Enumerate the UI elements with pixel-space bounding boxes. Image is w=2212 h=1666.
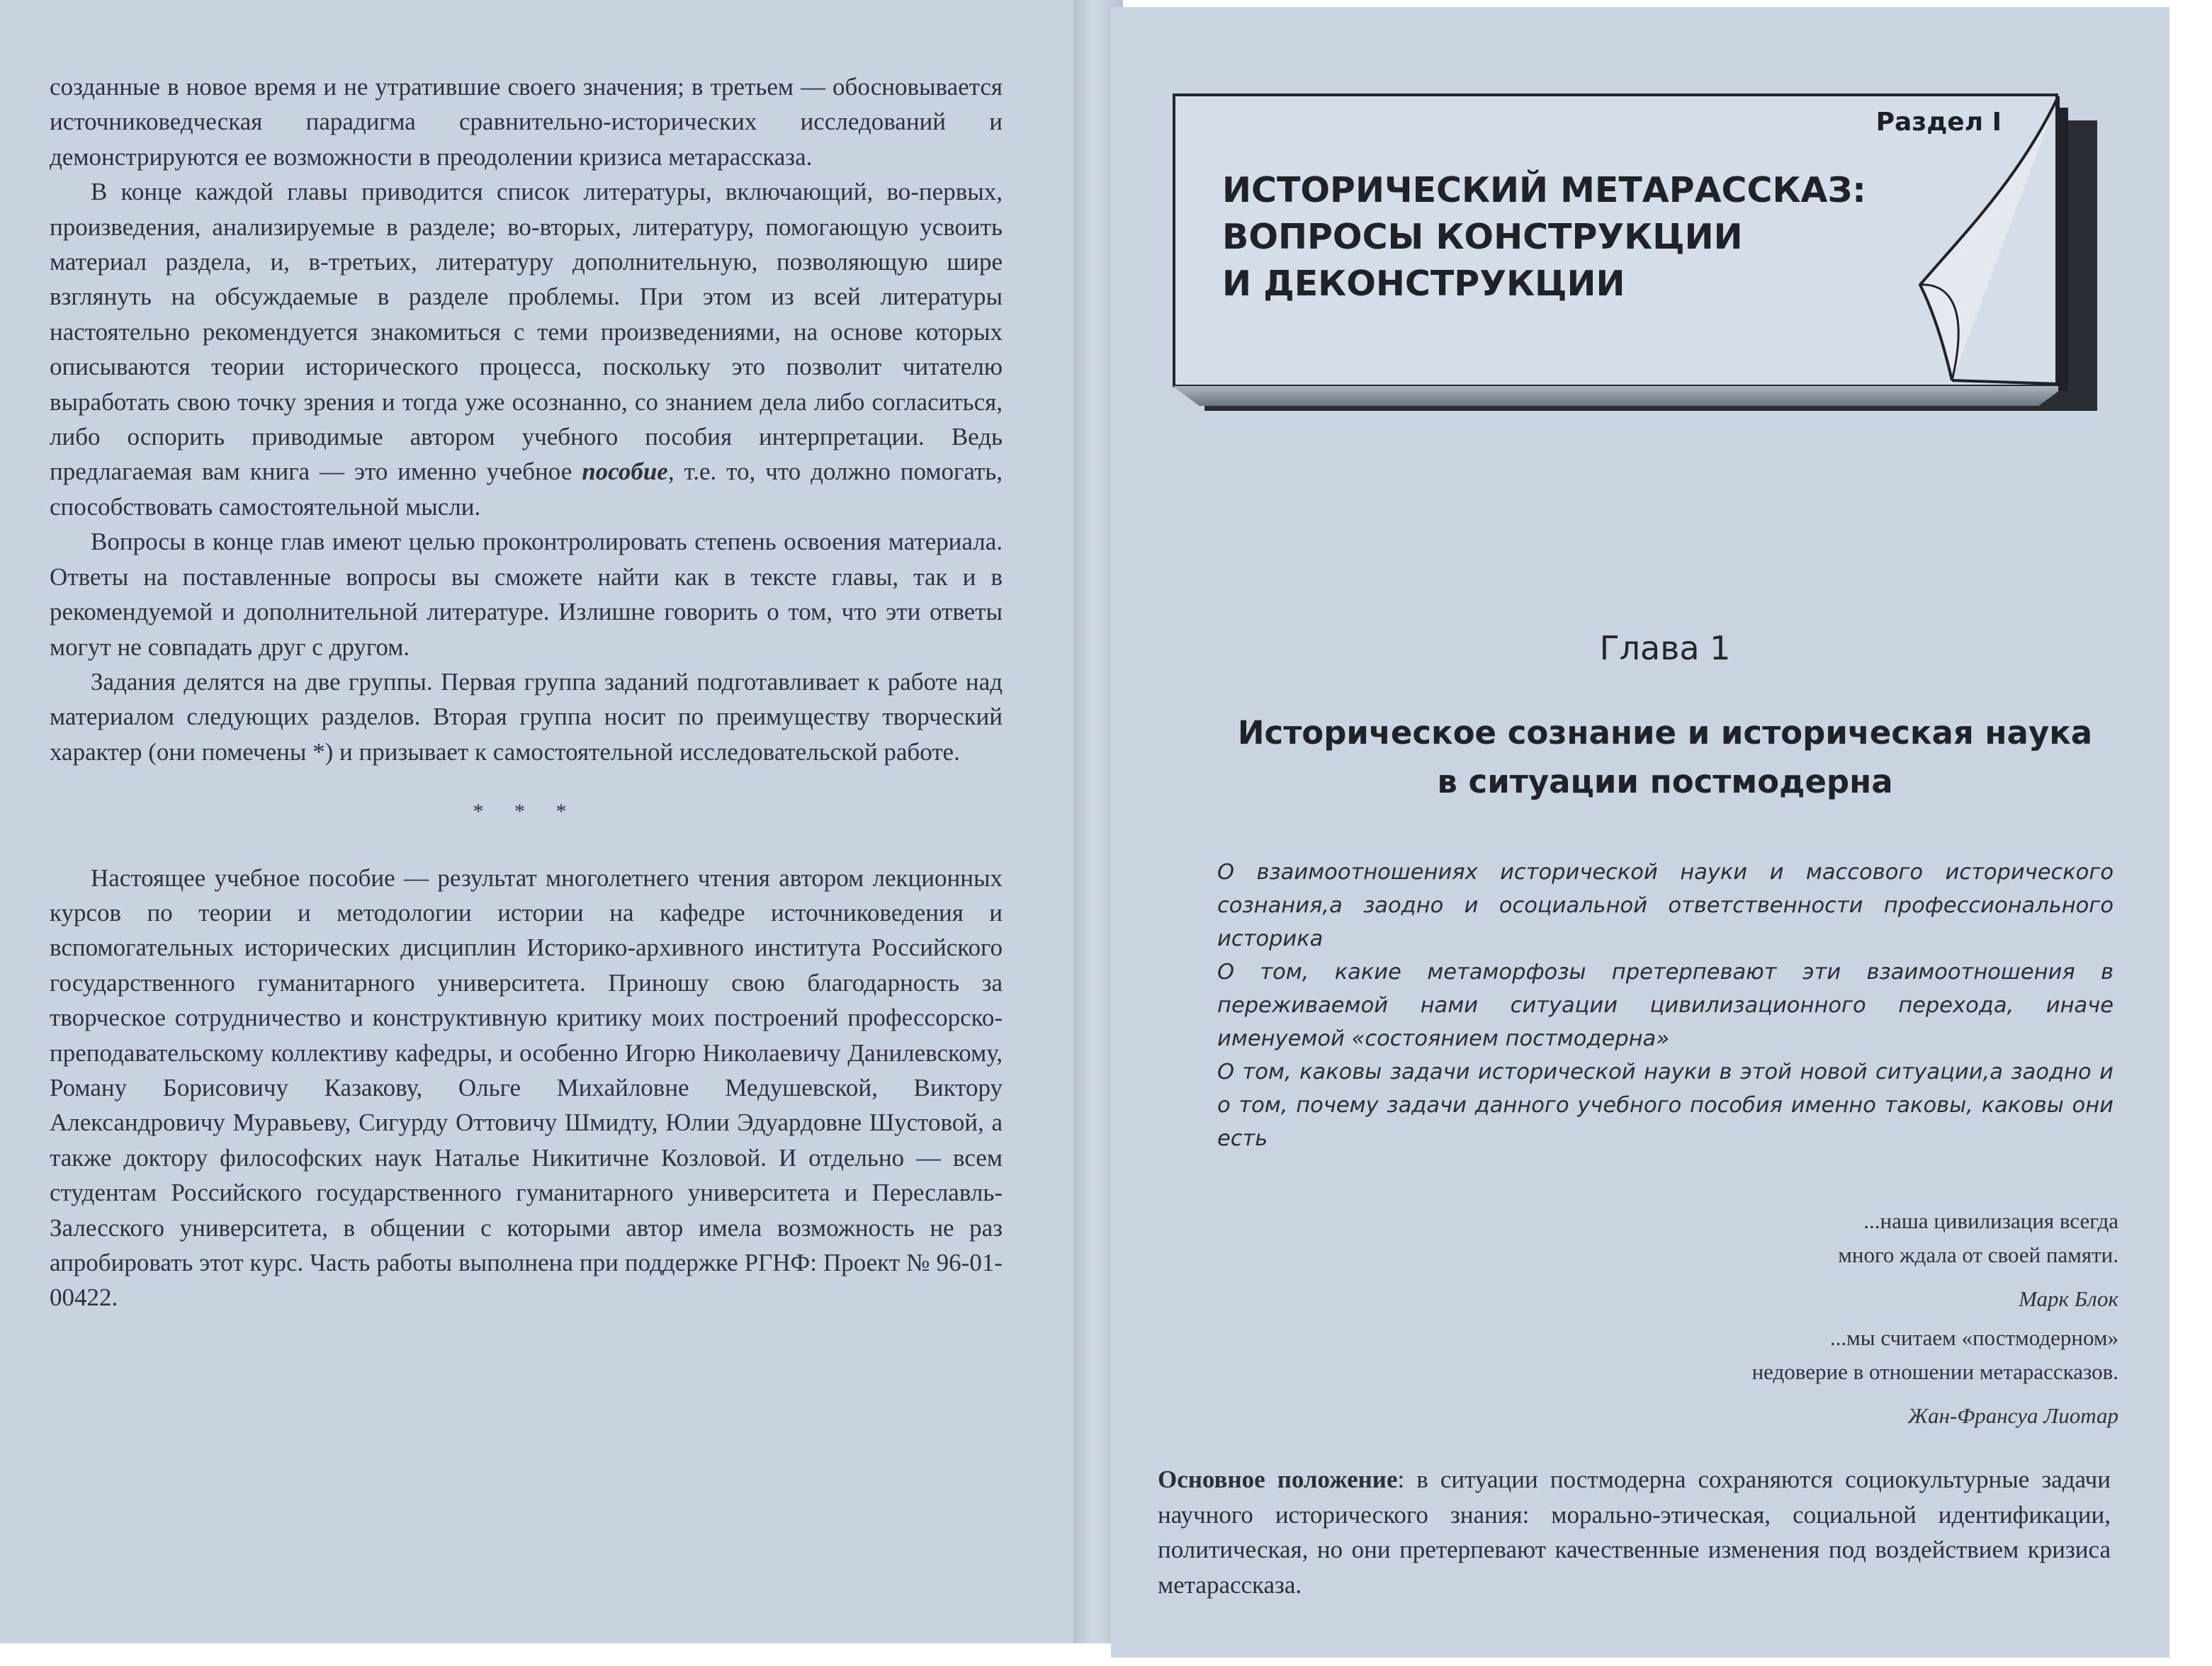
- abstract-item: О том, какие метаморфозы претерпевают эти взаимоотношения в переживаемой нами ситуации цивилизационного перехода, иначе именуемой «состоянием постмодерна»: [1217, 960, 2114, 1051]
- section-label: Раздел I: [1875, 108, 2002, 137]
- paragraph-acknowledgements: Настоящее учебное пособие — результат многолетнего чтения автором лекционных курсов по теории и методологии истории на кафедре источниковедения и вспомогательных исторических дисциплин Историко-архивного института Российского государственного гуманитарного университета. Приношу свою благодарность за творческое сотрудничество и конструктивную критику моих построений профессорско-преподавательскому коллективу кафедры, и особенно Игорю Николаевичу Данилевскому, Роману Борисовичу Казакову, Ольге Михайловне Медушевской, Виктору Александровичу Муравьеву, Сигурду Оттовичу Шмидту, Юлии Эдуардовне Шустовой, а также доктору философских наук Наталье Никитичне Козловой. И отдельно — всем студентам Российского государственного гуманитарного университета и Переславль-Залесского университета, в общении с которыми автор имела возможность не раз апробировать этот курс. Часть работы выполнена при поддержке РГНФ: Проект № 96-01-00422.: [50, 863, 1003, 1312]
- epigraph-author: Марк Блок: [2019, 1286, 2118, 1311]
- section-title-line-1: ИСТОРИЧЕСКИЙ МЕТАРАССКАЗ:: [1222, 170, 1866, 210]
- thesis-lead: Основное положение: [1158, 1466, 1398, 1493]
- chapter-title-line-1: Историческое сознание и историческая наука: [1237, 714, 2093, 752]
- chapter-title-line-2: в ситуации постмодерна: [1437, 763, 1893, 800]
- abstract-item: О том, каковы задачи исторической науки в этой новой ситуации,а заодно и о том, почему задачи данного учебного пособия именно таковы, каковы они есть: [1217, 1060, 2114, 1151]
- section-title-line-3: И ДЕКОНСТРУКЦИИ: [1222, 264, 1625, 304]
- chapter-label: Глава 1: [1599, 629, 1731, 667]
- abstract-item: О взаимоотношениях исторической науки и массового исторического сознания,а заодно и осоциальной ответственности профессионального историка: [1217, 860, 2114, 951]
- paragraph-literature: [50, 174, 1003, 524]
- section-title: [1222, 167, 1931, 307]
- paragraph-literature-end: , т.е. то, что должно помогать, способствовать самостоятельной мысли.: [50, 458, 1003, 521]
- paragraph-tasks: Задания делятся на две группы. Первая группа заданий подготавливает к работе над материалом следующих разделов. Вторая группа носит по преимуществу творческий характер (они помечены *) и призывает к самостоятельной исследовательской работе.: [50, 667, 1003, 766]
- epigraph-lyotard: [1559, 1321, 2118, 1433]
- epigraph-line: много ждала от своей памяти.: [1838, 1242, 2118, 1267]
- epigraph-line: ...наша цивилизация всегда: [1863, 1208, 2118, 1233]
- epigraph-line: ...мы считаем «постмодерном»: [1829, 1325, 2118, 1350]
- thesis-paragraph: [1158, 1462, 2111, 1602]
- paragraph-continuation: созданные в новое время и не утратившие своего значения; в третьем — обосновывается источниковедческая парадигма сравнительно-исторических исследований и демонстрируются ее возможности в преодолении кризиса метарассказа.: [50, 73, 1003, 171]
- epigraph-line: недоверие в отношении метарассказов.: [1751, 1359, 2118, 1384]
- thesis-text: : в ситуации постмодерна сохраняются социокультурные задачи научного исторического знания: морально-этическая, социальной идентификации, политическая, но они претерпевают качественные изменения под воздействием кризиса метарассказа.: [1158, 1466, 2111, 1599]
- main-thesis: [1158, 1462, 2111, 1602]
- epigraph-author: Жан-Франсуа Лиотар: [1907, 1403, 2118, 1428]
- paragraph-literature-main: В конце каждой главы приводится список литературы, включающий, во-первых, произведения, анализируемые в разделе; во-вторых, литературу, помогающую усвоить материал раздела, и, в-третьих, литературу дополнительную, позволяющую шире взглянуть на обсуждаемые в разделе проблемы. При этом из всей литературы настоятельно рекомендуется знакомиться с теми произведениями, на основе которых описываются теории исторического процесса, поскольку это позволит читателю выработать свою точку зрения и тогда уже осознанно, со знанием дела либо согласиться, либо оспорить приводимые автором учебного пособия интерпретации. Ведь предлагаемая вам книга — это именно учебное: [50, 178, 1003, 486]
- epigraph-bloch: [1559, 1204, 2118, 1316]
- chapter-title: [1176, 708, 2154, 806]
- chapter-abstract: [1217, 856, 2114, 1155]
- paragraph-questions: Вопросы в конце глав имеют целью проконтролировать степень освоения материала. Ответы на поставленные вопросы вы сможете найти как в тексте главы, так и в рекомендуемой и дополнительной литературе. Излишне говорить о том, что эти ответы могут не совпадать друг с другом.: [50, 528, 1003, 661]
- emphasis-posobie: пособие: [582, 458, 668, 486]
- left-page-text: [50, 69, 1003, 1315]
- section-title-line-2: ВОПРОСЫ КОНСТРУКЦИИ: [1222, 217, 1743, 257]
- section-separator: * * *: [473, 800, 580, 824]
